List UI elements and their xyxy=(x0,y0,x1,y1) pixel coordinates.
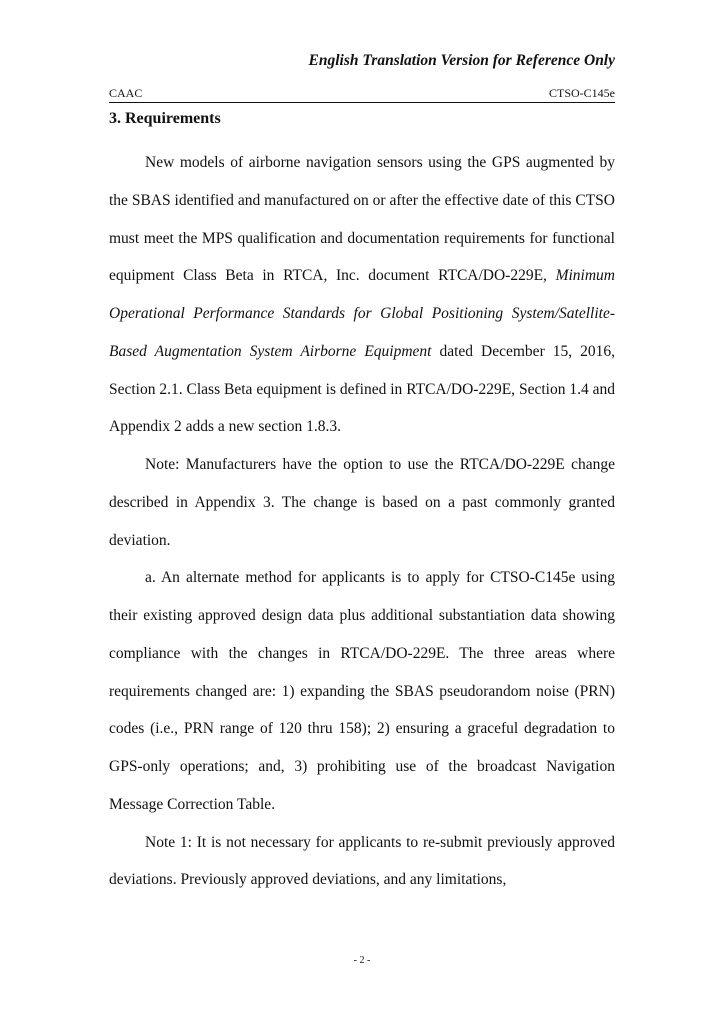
translation-banner: English Translation Version for Reference Only xyxy=(308,52,615,69)
document-body xyxy=(109,144,615,899)
paragraph-text: New models of airborne navigation sensors using the GPS augmented by the SBAS identified and manufactured on or after the effective date of this CTSO must meet the MPS qualification and documentation requirements for functional equipment Class Beta in RTCA, Inc. document RTCA/DO-229E, xyxy=(109,154,615,285)
paragraph-alternate-method: a. An alternate method for applicants is to apply for CTSO-C145e using their existing approved design data plus additional substantiation data showing compliance with the changes in RTCA/DO-229E. The three areas where requirements changed are: 1) expanding the SBAS pseudorandom noise (PRN) codes (i.e., PRN range of 120 thru 158); 2) ensuring a graceful degradation to GPS-only operations; and, 3) prohibiting use of the broadcast Navigation Message Correction Table. xyxy=(109,569,615,813)
header-left-caac: CAAC xyxy=(109,86,143,100)
page-number: - 2 - xyxy=(353,955,371,966)
paragraph-requirements xyxy=(109,144,615,446)
section-heading: 3. Requirements xyxy=(109,110,221,127)
paragraph-text: dated December 15, 2016, Section 2.1. Class Beta equipment is defined in RTCA/DO-229E, Section 1.4 and Appendix 2 adds a new section 1.8.3. xyxy=(109,342,615,436)
paragraph-note-manufacturers: Note: Manufacturers have the option to use the RTCA/DO-229E change described in Appendix 3. The change is based on a past commonly granted deviation. xyxy=(109,456,615,549)
header-right-doc-id: CTSO-C145e xyxy=(549,86,615,100)
standard-title: Minimum Operational Performance Standards for Global Positioning System/Satellite-Based Augmentation System Airborne Equipment xyxy=(109,267,615,360)
paragraph-note-1: Note 1: It is not necessary for applicants to re-submit previously approved deviations. Previously approved deviations, and any limitations, xyxy=(109,833,615,889)
page-header xyxy=(109,86,615,103)
